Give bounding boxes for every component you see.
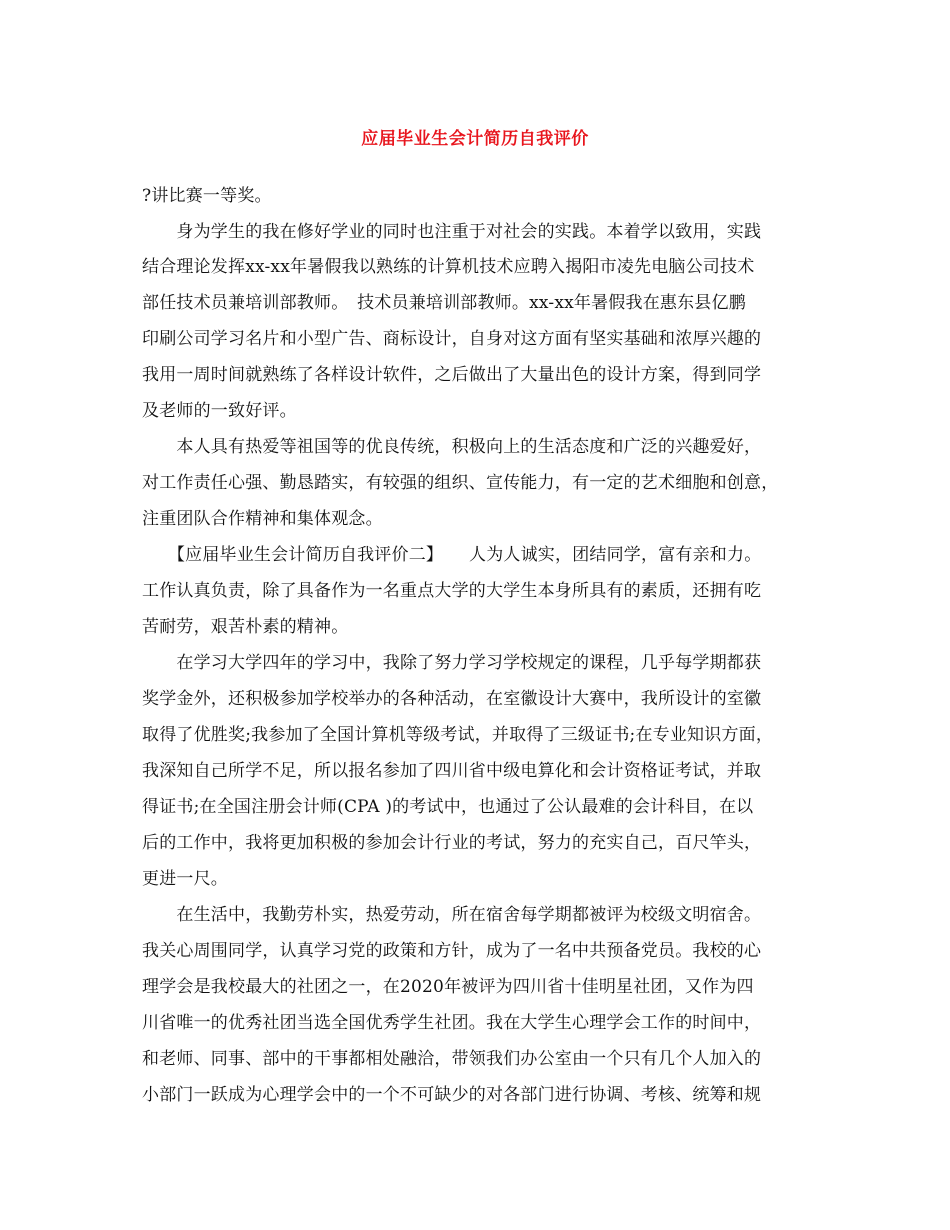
text-line-1: ?讲比赛一等奖。 (142, 186, 272, 206)
text-line-4: 部任技术员兼培训部教师。 技术员兼培训部教师。xx-xx年暑假我在惠东县亿鹏 (142, 293, 746, 313)
text-line-26: 小部门一跃成为心理学会中的一个不可缺少的对各部门进行协调、考核、统筹和规 (142, 1085, 762, 1105)
text-line-7: 及老师的一致好评。 (142, 401, 297, 421)
text-line-18: 得证书;在全国注册会计师(CPA )的考试中，也通过了公认最难的会计科目，在以 (142, 797, 754, 817)
text-line-13: 苦耐劳，艰苦朴素的精神。 (142, 617, 349, 637)
text-line-22: 我关心周围同学，认真学习党的政策和方针，成为了一名中共预备党员。我校的心 (142, 941, 762, 961)
text-line-11: 【应届毕业生会计简历自我评价二】 人为人诚实，团结同学，富有亲和力。 (142, 545, 762, 565)
text-line-12: 工作认真负责，除了具备作为一名重点大学的大学生本身所具有的素质，还拥有吃 (142, 581, 762, 601)
text-line-6: 我用一周时间就熟练了各样设计软件，之后做出了大量出色的设计方案，得到同学 (142, 365, 762, 385)
text-line-8: 本人具有热爱等祖国等的优良传统，积极向上的生活态度和广泛的兴趣爱好， (142, 437, 762, 457)
text-line-10: 注重团队合作精神和集体观念。 (142, 509, 383, 529)
text-line-24: 川省唯一的优秀社团当选全国优秀学生社团。我在大学生心理学会工作的时间中， (142, 1013, 762, 1033)
text-line-9: 对工作责任心强、勤恳踏实，有较强的组织、宣传能力，有一定的艺术细胞和创意， (142, 473, 779, 493)
text-line-21: 在生活中，我勤劳朴实，热爱劳动，所在宿舍每学期都被评为校级文明宿舍。 (142, 905, 762, 925)
text-line-14: 在学习大学四年的学习中，我除了努力学习学校规定的课程，几乎每学期都获 (142, 653, 762, 673)
text-line-16: 取得了优胜奖;我参加了全国计算机等级考试，并取得了三级证书;在专业知识方面， (142, 725, 774, 745)
text-line-15: 奖学金外，还积极参加学校举办的各种活动，在室徽设计大赛中，我所设计的室徽 (142, 689, 762, 709)
text-line-19: 后的工作中，我将更加积极的参加会计行业的考试，努力的充实自己，百尺竿头， (142, 833, 762, 853)
text-line-23: 理学会是我校最大的社团之一，在2020年被评为四川省十佳明星社团，又作为四 (142, 977, 754, 997)
text-line-2: 身为学生的我在修好学业的同时也注重于对社会的实践。本着学以致用，实践 (142, 222, 762, 242)
text-line-20: 更进一尺。 (142, 869, 228, 889)
text-line-25: 和老师、同事、部中的干事都相处融洽，带领我们办公室由一个只有几个人加入的 (142, 1049, 762, 1069)
text-line-3: 结合理论发挥xx-xx年暑假我以熟练的计算机技术应聘入揭阳市凌先电脑公司技术 (142, 257, 755, 277)
document-title: 应届毕业生会计简历自我评价 (361, 129, 589, 149)
text-line-17: 我深知自己所学不足，所以报名参加了四川省中级电算化和会计资格证考试，并取 (142, 761, 762, 781)
text-line-5: 印刷公司学习名片和小型广告、商标设计，自身对这方面有坚实基础和浓厚兴趣的 (142, 329, 762, 349)
